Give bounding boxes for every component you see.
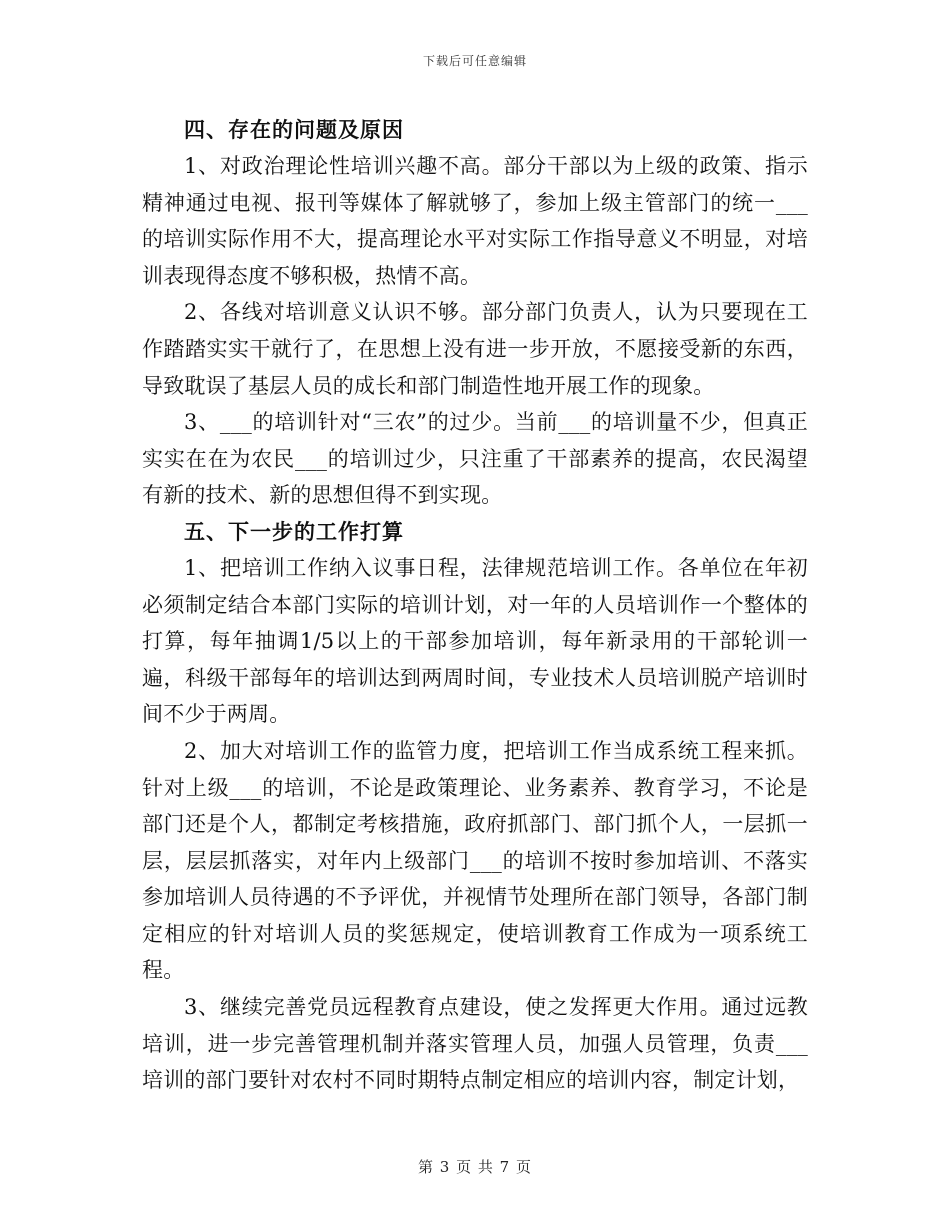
page-number: 第 3 页 共 7 页 <box>418 1158 532 1176</box>
section-heading: 四、存在的问题及原因 <box>184 117 404 142</box>
page-header-note: 下载后可任意编辑 <box>422 54 527 68</box>
paragraph: 1、把培训工作纳入议事日程，法律规范培训工作。各单位在年初必须制定结合本部门实际的培训计划，对一年的人员培训作一个整体的打算，每年抽调1/5以上的干部参加培训，每年新录用的干部轮训一遍，科级干部每年的培训达到两周时间，专业技术人员培训脱产培训时间不少于两周。 <box>142 555 808 727</box>
document-body <box>142 112 808 1099</box>
section-heading: 五、下一步的工作打算 <box>184 518 404 544</box>
paragraph: 2、加大对培训工作的监管力度，把培训工作当成系统工程来抓。针对上级___的培训，不论是政策理论、业务素养、教育学习，不论是部门还是个人，都制定考核措施，政府抓部门、部门抓个人，一层抓一层，层层抓落实，对年内上级部门___的培训不按时参加培训、不落实参加培训人员待遇的不予评优，并视情节处理所在部门领导，各部门制定相应的针对培训人员的奖惩规定，使培训教育工作成为一项系统工程。 <box>142 738 808 983</box>
paragraph: 3、___的培训针对“三农”的过少。当前___的培训量不少，但真正实实在在为农民___的培训过少，只注重了干部素养的提高，农民渴望有新的技术、新的思想但得不到实现。 <box>142 410 808 508</box>
section-next-steps <box>142 514 808 1099</box>
section-problems <box>142 112 808 514</box>
paragraph: 2、各线对培训意义认识不够。部分部门负责人，认为只要现在工作踏踏实实干就行了，在思想上没有进一步开放，不愿接受新的东西，导致耽误了基层人员的成长和部门制造性地开展工作的现象。 <box>142 300 808 398</box>
paragraph: 3、继续完善党员远程教育点建设，使之发挥更大作用。通过远教培训，进一步完善管理机制并落实管理人员，加强人员管理，负责___培训的部门要针对农村不同时期特点制定相应的培训内容，制定计划， <box>142 995 808 1093</box>
paragraph: 1、对政治理论性培训兴趣不高。部分干部以为上级的政策、指示精神通过电视、报刊等媒体了解就够了，参加上级主管部门的统一___的培训实际作用不大，提高理论水平对实际工作指导意义不明显，对培训表现得态度不够积极，热情不高。 <box>142 154 808 288</box>
